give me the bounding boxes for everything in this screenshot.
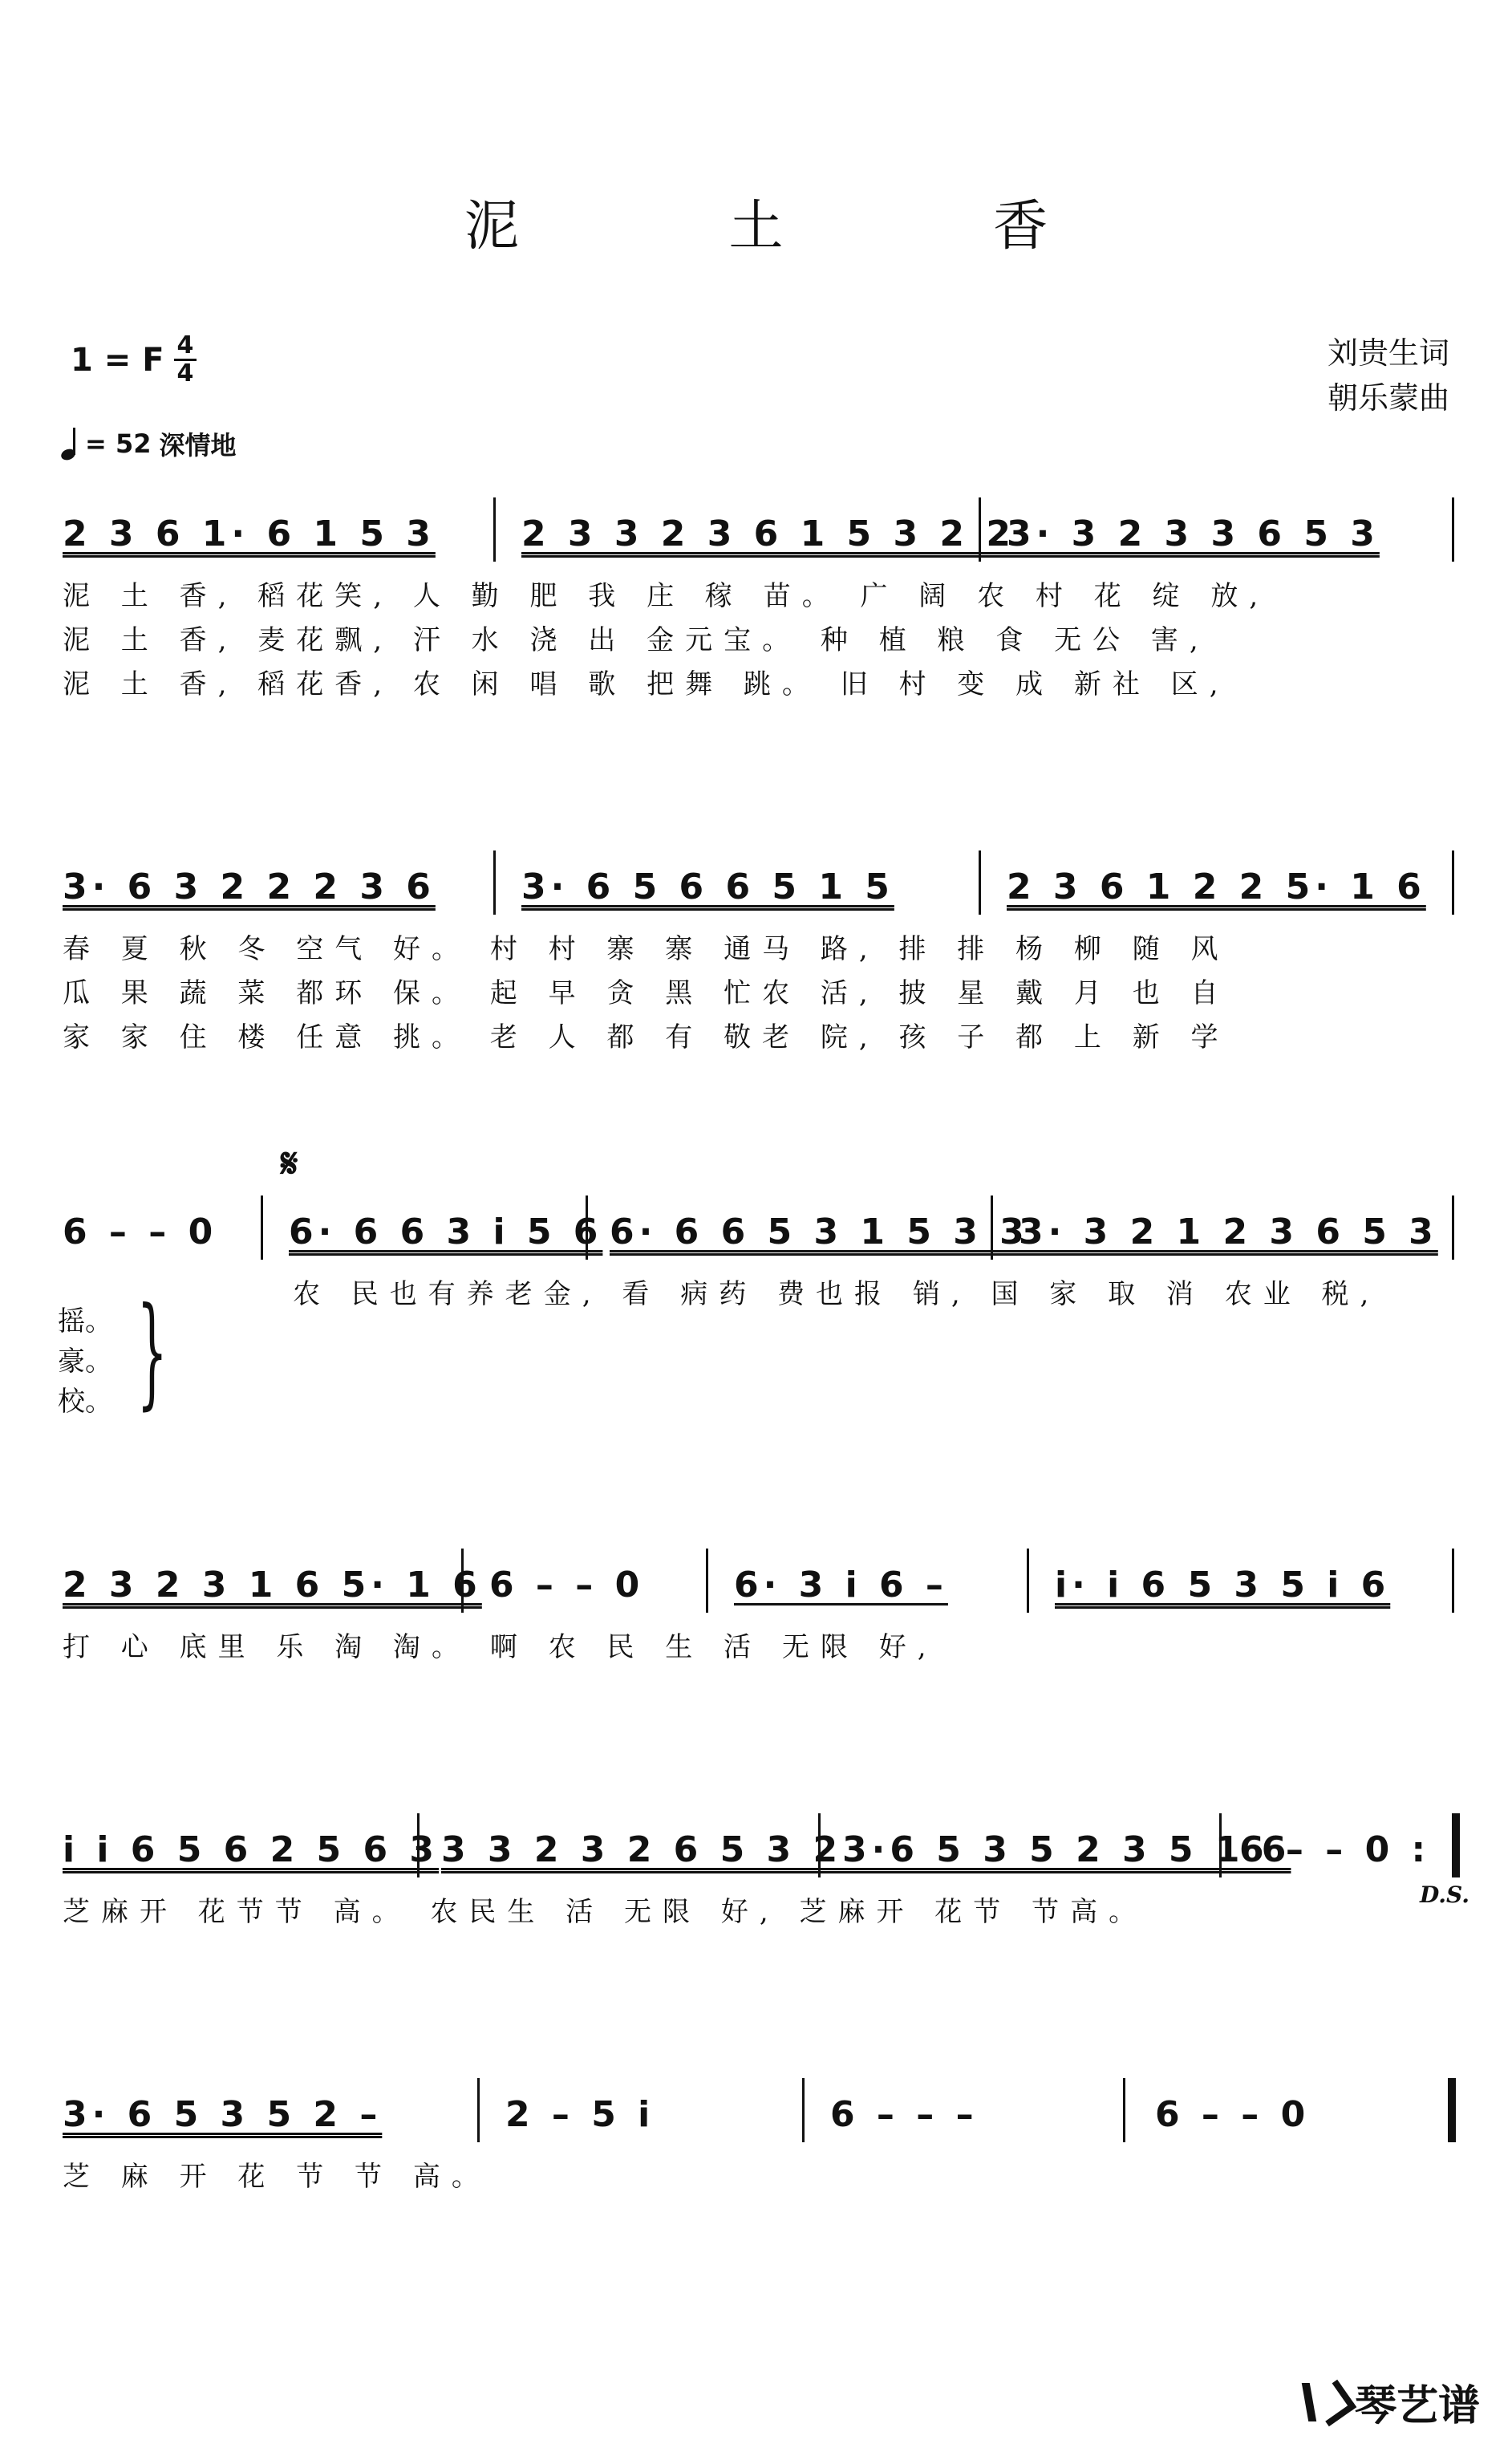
measure: 2 – 5 i [505, 2094, 655, 2135]
measure: 2 3 6 1 2 2 5· 1 6 [1007, 867, 1426, 907]
system-3 [56, 1195, 1456, 1310]
logo-text: 琴艺谱 [1354, 2382, 1480, 2430]
measure: i i 6 5 6 2 5 6 3 [63, 1829, 440, 1870]
tempo-expression: 深情地 [159, 430, 237, 461]
barline [1452, 1195, 1454, 1260]
measure: 2 3 6 1· 6 1 5 3 [63, 514, 436, 554]
measure: 6 – – 0 [63, 1212, 218, 1252]
measure: 6 – – 0 [489, 1565, 645, 1605]
barline [1452, 850, 1454, 915]
system-6 [56, 2078, 1456, 2193]
barline [493, 850, 496, 915]
key-label: 1 = F [71, 341, 164, 379]
logo-icon [1300, 2378, 1348, 2426]
lyric-line: 瓜 果 蔬 菜 都环 保。 起 早 贪 黑 忙农 活, 披 星 戴 月 也 自 [63, 977, 1230, 1009]
lyric-line: 打 心 底里 乐 淘 淘。 啊 农 民 生 活 无限 好, [63, 1631, 938, 1663]
system-5 [56, 1813, 1470, 1928]
staff [56, 2078, 1456, 2166]
lyric-line: 泥 土 香, 稻花笑, 人 勤 肥 我 庄 稼 苗。 广 阔 农 村 花 绽 放, [63, 580, 1270, 612]
key-signature [71, 333, 197, 387]
measure: 6 – – 0 [1155, 2094, 1311, 2135]
barline [802, 2078, 805, 2142]
lyric-line: 家 家 住 楼 任意 挑。 老 人 都 有 敬老 院, 孩 子 都 上 新 学 [63, 1021, 1230, 1053]
credits [1328, 331, 1449, 420]
staff [56, 497, 1456, 586]
staff [56, 1813, 1456, 1902]
site-logo [1300, 2372, 1480, 2432]
lyric-line: 芝 麻 开 花 节 节 高。 [63, 2161, 490, 2193]
measure: 3· 6 5 6 6 5 1 5 [521, 867, 894, 907]
brace-icon: } [136, 1282, 168, 1422]
dal-segno-mark: D.S. [1420, 1881, 1470, 1908]
time-denominator: 4 [176, 359, 194, 388]
staff [56, 1195, 1456, 1284]
tempo-marking [61, 425, 237, 462]
barline [1027, 1549, 1029, 1613]
measure: 6· 6 6 5 3 1 5 3 3 [610, 1212, 1029, 1252]
page-title: 泥 土 香 [464, 195, 1145, 258]
measure: 3· 3 2 3 3 6 5 3 [1007, 514, 1380, 554]
tempo-value: = 52 [85, 428, 152, 459]
measure: 6· 6 6 3 i 5 6 [289, 1212, 603, 1252]
measure: 6 – – 0 : [1239, 1829, 1431, 1870]
barline [706, 1549, 708, 1613]
measure: 6 – – – [830, 2094, 979, 2135]
lyric-line: 农 民也有养老金, 看 病药 费也报 销, 国 家 取 消 农业 税, [293, 1278, 1380, 1310]
barline [1452, 497, 1454, 562]
measure: 6· 3 i 6 – [734, 1565, 948, 1605]
system-1 [56, 497, 1456, 700]
barline [1123, 2078, 1125, 2142]
staff [56, 1549, 1456, 1637]
staff [56, 850, 1456, 939]
system-2 [56, 850, 1456, 1053]
lyricist: 刘贵生词 [1327, 335, 1449, 371]
lyric-line: 泥 土 香, 稻花香, 农 闲 唱 歌 把舞 跳。 旧 村 变 成 新社 区, [63, 668, 1230, 700]
barline [979, 850, 981, 915]
measure: 3 3 2 3 2 6 5 3 2 [441, 1829, 843, 1870]
measure: 3· 6 3 2 2 2 3 6 [63, 867, 436, 907]
quarter-note-icon [61, 428, 77, 460]
measure: 3· 6 5 3 5 2 – [63, 2094, 383, 2135]
final-barline [1448, 2078, 1456, 2142]
measure: 3·6 5 3 5 2 3 5 1 6 [842, 1829, 1291, 1870]
measure: 3· 3 2 1 2 3 6 5 3 [1019, 1212, 1438, 1252]
measure: 2 3 2 3 1 6 5· 1 6 [63, 1565, 482, 1605]
time-signature [174, 333, 197, 387]
barline [261, 1195, 263, 1260]
lyric-line: 春 夏 秋 冬 空气 好。 村 村 寨 寨 通马 路, 排 排 杨 柳 随 风 [63, 933, 1230, 965]
composer: 朝乐蒙曲 [1327, 380, 1449, 416]
barline [493, 497, 496, 562]
measure: i· i 6 5 3 5 i 6 [1055, 1565, 1391, 1605]
segno-sign: 𝄋 [281, 1139, 298, 1187]
barline [1452, 1549, 1454, 1613]
ending-lyrics: 摇。 豪。 校。 [58, 1305, 112, 1418]
repeat-barline [1452, 1813, 1460, 1877]
system-4 [56, 1549, 1456, 1663]
barline [477, 2078, 480, 2142]
lyric-line: 泥 土 香, 麦花飘, 汗 水 浇 出 金元宝。 种 植 粮 食 无公 害, [63, 624, 1210, 656]
lyric-line: 芝麻开 花节节 高。 农民生 活 无限 好, 芝麻开 花节 节高。 [63, 1896, 1148, 1928]
time-numerator: 4 [174, 333, 197, 361]
measure: 2 3 3 2 3 6 1 5 3 2 2 [521, 514, 1015, 554]
